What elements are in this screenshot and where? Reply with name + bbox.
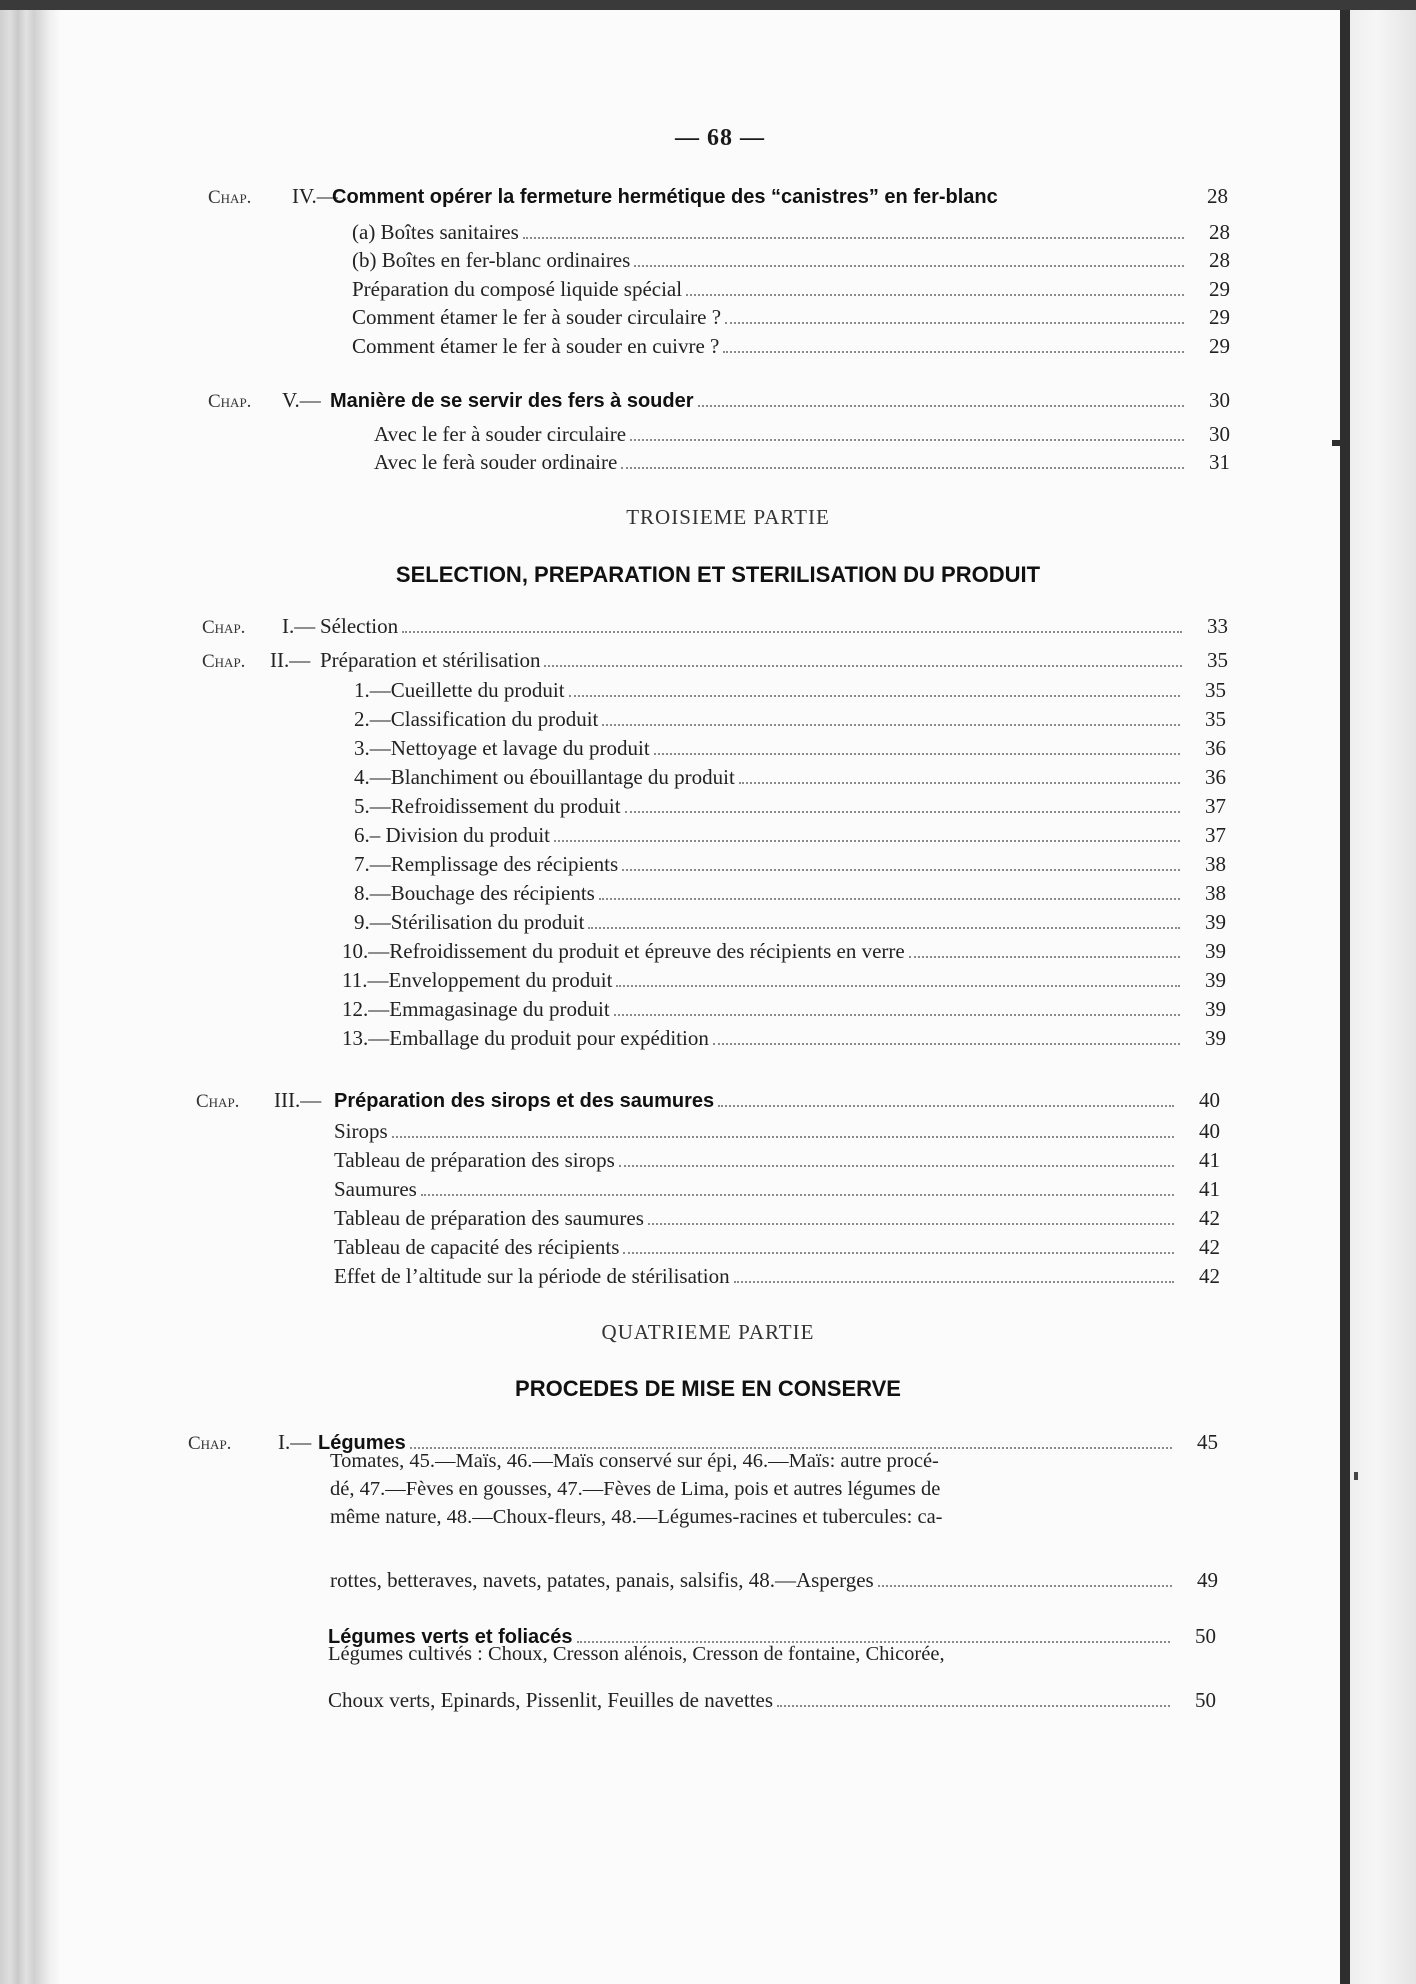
legumes-verts-description [328, 1640, 1162, 1668]
section-title: Légumes verts et foliacés [328, 1626, 573, 1648]
page-ref: 36 [1205, 765, 1226, 789]
toc-entry [354, 796, 1226, 817]
page-ref: 37 [1205, 823, 1226, 847]
page-ref: 49 [1197, 1568, 1218, 1592]
toc-entry [334, 1208, 1220, 1229]
toc-entry [342, 1028, 1226, 1049]
page-ref: 28 [1209, 220, 1230, 244]
toc-entry [354, 709, 1226, 730]
page-ref: 29 [1209, 305, 1230, 329]
leader-dots [713, 1043, 1180, 1045]
chapter-title: Manière de se servir des fers à souder [330, 390, 694, 412]
entry-title: 12.—Emmagasinage du produit [342, 997, 610, 1021]
chapter-number: V.— [282, 388, 321, 412]
leader-dots [739, 782, 1180, 784]
chap-label: Chap. [196, 1091, 240, 1112]
spine-mark [1332, 440, 1342, 446]
toc-entry [342, 941, 1226, 962]
leader-dots [599, 898, 1180, 900]
chap-label: Chap. [188, 1433, 232, 1454]
entry-title: Tableau de préparation des sirops [334, 1148, 615, 1172]
entry-title: Sirops [334, 1119, 388, 1143]
chap-label: Chap. [202, 651, 246, 672]
leader-dots [648, 1223, 1174, 1225]
page-ref: 29 [1209, 334, 1230, 358]
spine-shadow [1340, 10, 1350, 1984]
part-4-title: PROCEDES DE MISE EN CONSERVE [515, 1376, 901, 1401]
entry-title: 13.—Emballage du produit pour expédition [342, 1026, 709, 1050]
binding-gutter [0, 10, 60, 1984]
entry-title: Tableau de capacité des récipients [334, 1235, 620, 1259]
chapter-number: II.— [270, 648, 311, 672]
scan-speck [1354, 1472, 1358, 1480]
page-ref: 39 [1205, 1026, 1226, 1050]
toc-entry [354, 825, 1226, 846]
page-ref: 41 [1199, 1177, 1220, 1201]
toc-entry-chapter-1 [202, 616, 1228, 637]
page-ref: 42 [1199, 1235, 1220, 1259]
page-ref: 30 [1209, 422, 1230, 446]
leader-dots [625, 811, 1180, 813]
legumes-verts-description-last [328, 1690, 1216, 1711]
leader-dots [402, 631, 1182, 633]
leader-dots [909, 956, 1180, 958]
entry-title: 11.—Enveloppement du produit [342, 968, 613, 992]
entry-title: 9.—Stérilisation du produit [354, 910, 585, 934]
page-ref: 50 [1195, 1688, 1216, 1712]
page-ref: 40 [1199, 1119, 1220, 1143]
entry-title: Préparation du composé liquide spécial [352, 277, 683, 301]
toc-entry-chapter-5 [208, 390, 1230, 411]
leader-dots [544, 665, 1182, 667]
leader-dots [392, 1136, 1174, 1138]
legumes-description-last [330, 1570, 1218, 1591]
part-4-label: QUATRIEME PARTIE [601, 1320, 815, 1344]
chapter-title: Comment opérer la fermeture hermétique des “canistres” en fer-blanc [332, 186, 998, 208]
page-ref: 37 [1205, 794, 1226, 818]
toc-entry [354, 912, 1226, 933]
leader-dots [421, 1194, 1174, 1196]
toc-entry [334, 1266, 1220, 1287]
page-ref: 29 [1209, 277, 1230, 301]
toc-entry-chapter-2 [202, 650, 1228, 671]
entry-title: 10.—Refroidissement du produit et épreuve des récipients en verre [342, 939, 905, 963]
toc-entry [352, 222, 1230, 243]
leader-dots [621, 467, 1184, 469]
page-ref: 41 [1199, 1148, 1220, 1172]
page-ref: 28 [1207, 184, 1228, 208]
entry-title: 7.—Remplissage des récipients [354, 852, 619, 876]
legumes-description [330, 1447, 1164, 1531]
page-ref: 42 [1199, 1206, 1220, 1230]
page-ref: 36 [1205, 736, 1226, 760]
chapter-title: Légumes [318, 1432, 406, 1454]
chapter-title: Préparation et stérilisation [320, 648, 541, 672]
entry-title: 4.—Blanchiment ou ébouillantage du produit [354, 765, 735, 789]
toc-entry [354, 883, 1226, 904]
toc-entry [352, 336, 1230, 357]
chap-label: Chap. [208, 391, 252, 412]
entry-title: (a) Boîtes sanitaires [352, 220, 519, 244]
entry-title: Saumures [334, 1177, 417, 1201]
description-line: rottes, betteraves, navets, patates, panais, salsifis, 48.—Asperges [330, 1568, 874, 1592]
description-line: dé, 47.—Fèves en gousses, 47.—Fèves de Lima, pois et autres légumes de [330, 1478, 941, 1500]
toc-entry [352, 307, 1230, 328]
entry-title: 3.—Nettoyage et lavage du produit [354, 736, 650, 760]
leader-dots [588, 927, 1180, 929]
page-ref: 35 [1207, 648, 1228, 672]
leader-dots [616, 985, 1180, 987]
leader-dots [725, 322, 1184, 324]
description-line: même nature, 48.—Choux-fleurs, 48.—Légumes-racines et tubercules: ca- [330, 1506, 943, 1528]
leader-dots [634, 265, 1184, 267]
toc-entry [352, 250, 1230, 271]
top-scan-border [0, 0, 1416, 10]
toc-entry [354, 767, 1226, 788]
toc-entry [342, 970, 1226, 991]
entry-title: 6.– Division du produit [354, 823, 551, 847]
page-ref: 39 [1205, 968, 1226, 992]
page-ref: 39 [1205, 997, 1226, 1021]
page-ref: 42 [1199, 1264, 1220, 1288]
page-ref: 38 [1205, 852, 1226, 876]
entry-title: Effet de l’altitude sur la période de stérilisation [334, 1264, 730, 1288]
page-ref: 35 [1205, 678, 1226, 702]
leader-dots [734, 1281, 1174, 1283]
toc-entry [334, 1150, 1220, 1171]
toc-entry [374, 424, 1230, 445]
entry-title: 8.—Bouchage des récipients [354, 881, 595, 905]
chapter-number: IV.— [292, 184, 338, 208]
part-3-label: TROISIEME PARTIE [626, 505, 830, 529]
leader-dots [777, 1705, 1170, 1707]
page-ref: 39 [1205, 939, 1226, 963]
entry-title: Avec le fer à souder circulaire [374, 422, 627, 446]
page-ref: 33 [1207, 614, 1228, 638]
page-ref: 28 [1209, 248, 1230, 272]
page-ref: 30 [1209, 388, 1230, 412]
page-ref: 35 [1205, 707, 1226, 731]
page-ref: 39 [1205, 910, 1226, 934]
toc-entry [354, 680, 1226, 701]
entry-title: 1.—Cueillette du produit [354, 678, 565, 702]
leader-dots [686, 294, 1184, 296]
leader-dots [630, 439, 1184, 441]
leader-dots [723, 351, 1184, 353]
leader-dots [554, 840, 1180, 842]
leader-dots [619, 1165, 1174, 1167]
entry-title: Avec le ferà souder ordinaire [374, 450, 618, 474]
toc-entry [352, 279, 1230, 300]
page-ref: 31 [1209, 450, 1230, 474]
leader-dots [614, 1014, 1180, 1016]
part-3-title: SELECTION, PREPARATION ET STERILISATION DU PRODUIT [395, 562, 1041, 587]
page-ref: 38 [1205, 881, 1226, 905]
chapter-title: Préparation des sirops et des saumures [334, 1090, 715, 1112]
toc-entry [334, 1121, 1220, 1142]
leader-dots [718, 1105, 1174, 1107]
description-line: Légumes cultivés : Choux, Cresson alénois, Cresson de fontaine, Chicorée, [328, 1643, 945, 1665]
toc-entry [342, 999, 1226, 1020]
chapter-number: I.— [282, 614, 316, 638]
entry-title: Comment étamer le fer à souder en cuivre ? [352, 334, 720, 358]
entry-title: 2.—Classification du produit [354, 707, 599, 731]
leader-dots [622, 869, 1180, 871]
entry-title: (b) Boîtes en fer-blanc ordinaires [352, 248, 631, 272]
toc-entry [354, 738, 1226, 759]
toc-entry-chapter-4 [208, 186, 1228, 207]
toc-entry [334, 1179, 1220, 1200]
page-ref: 45 [1197, 1430, 1218, 1454]
leader-dots [654, 753, 1180, 755]
leader-dots [698, 405, 1184, 407]
page-ref: 40 [1199, 1088, 1220, 1112]
description-line: Tomates, 45.—Maïs, 46.—Maïs conservé sur épi, 46.—Maïs: autre procé- [330, 1450, 939, 1472]
toc-entry [374, 452, 1230, 473]
entry-title: Comment étamer le fer à souder circulaire ? [352, 305, 722, 329]
leader-dots [878, 1585, 1172, 1587]
entry-title: Tableau de préparation des saumures [334, 1206, 644, 1230]
description-line: Choux verts, Epinards, Pissenlit, Feuilles de navettes [328, 1688, 774, 1712]
leader-dots [569, 695, 1180, 697]
chap-label: Chap. [208, 187, 252, 208]
next-page-edge [1350, 10, 1416, 1984]
toc-entry [334, 1237, 1220, 1258]
leader-dots [602, 724, 1180, 726]
entry-title: 5.—Refroidissement du produit [354, 794, 621, 818]
chapter-number: I.— [278, 1430, 312, 1454]
toc-entry [354, 854, 1226, 875]
leader-dots [523, 237, 1184, 239]
chapter-title: Sélection [320, 614, 399, 638]
toc-entry-chapter-3 [196, 1090, 1220, 1111]
page-ref: 50 [1195, 1624, 1216, 1648]
chapter-number: III.— [274, 1088, 322, 1112]
chap-label: Chap. [202, 617, 246, 638]
leader-dots [623, 1252, 1174, 1254]
page-number: — 68 — [675, 125, 765, 151]
